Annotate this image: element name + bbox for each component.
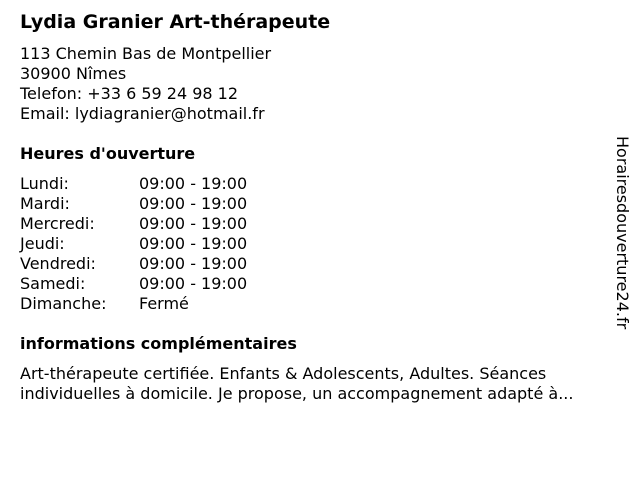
hours-day: Jeudi: [20,234,65,253]
hours-time: 09:00 - 19:00 [139,274,248,293]
hours-row-sunday [20,294,320,314]
address-block [20,44,271,124]
opening-hours-table [20,174,320,314]
street-address: 113 Chemin Bas de Montpellier [20,44,272,63]
business-name: Lydia Granier Art-thérapeute [20,11,331,33]
hours-day: Lundi: [20,174,69,193]
description-line: Art-thérapeute certifiée. Enfants & Adolescents, Adultes. Séances [20,364,547,383]
hours-row-tuesday [20,194,320,214]
description-line: individuelles à domicile. Je propose, un accompagnement adapté à... [20,384,574,403]
hours-row-wednesday [20,214,320,234]
hours-day: Vendredi: [20,254,96,273]
city: 30900 Nîmes [20,64,127,83]
hours-day: Mercredi: [20,214,95,233]
hours-time: 09:00 - 19:00 [139,214,248,233]
email-line: Email: lydiagranier@hotmail.fr [20,104,265,123]
additional-info-text [20,364,625,404]
opening-hours-heading: Heures d'ouverture [20,144,196,163]
site-watermark: Horairesdouverture24.fr [613,136,632,330]
hours-day: Mardi: [20,194,70,213]
hours-day: Dimanche: [20,294,107,313]
hours-time: 09:00 - 19:00 [139,234,248,253]
hours-row-monday [20,174,320,194]
hours-time: 09:00 - 19:00 [139,194,248,213]
hours-row-saturday [20,274,320,294]
hours-time: 09:00 - 19:00 [139,174,248,193]
phone-line: Telefon: +33 6 59 24 98 12 [20,84,239,103]
hours-row-friday [20,254,320,274]
hours-row-thursday [20,234,320,254]
hours-time: Fermé [139,294,189,313]
additional-info-heading: informations complémentaires [20,334,297,353]
hours-time: 09:00 - 19:00 [139,254,248,273]
hours-day: Samedi: [20,274,86,293]
